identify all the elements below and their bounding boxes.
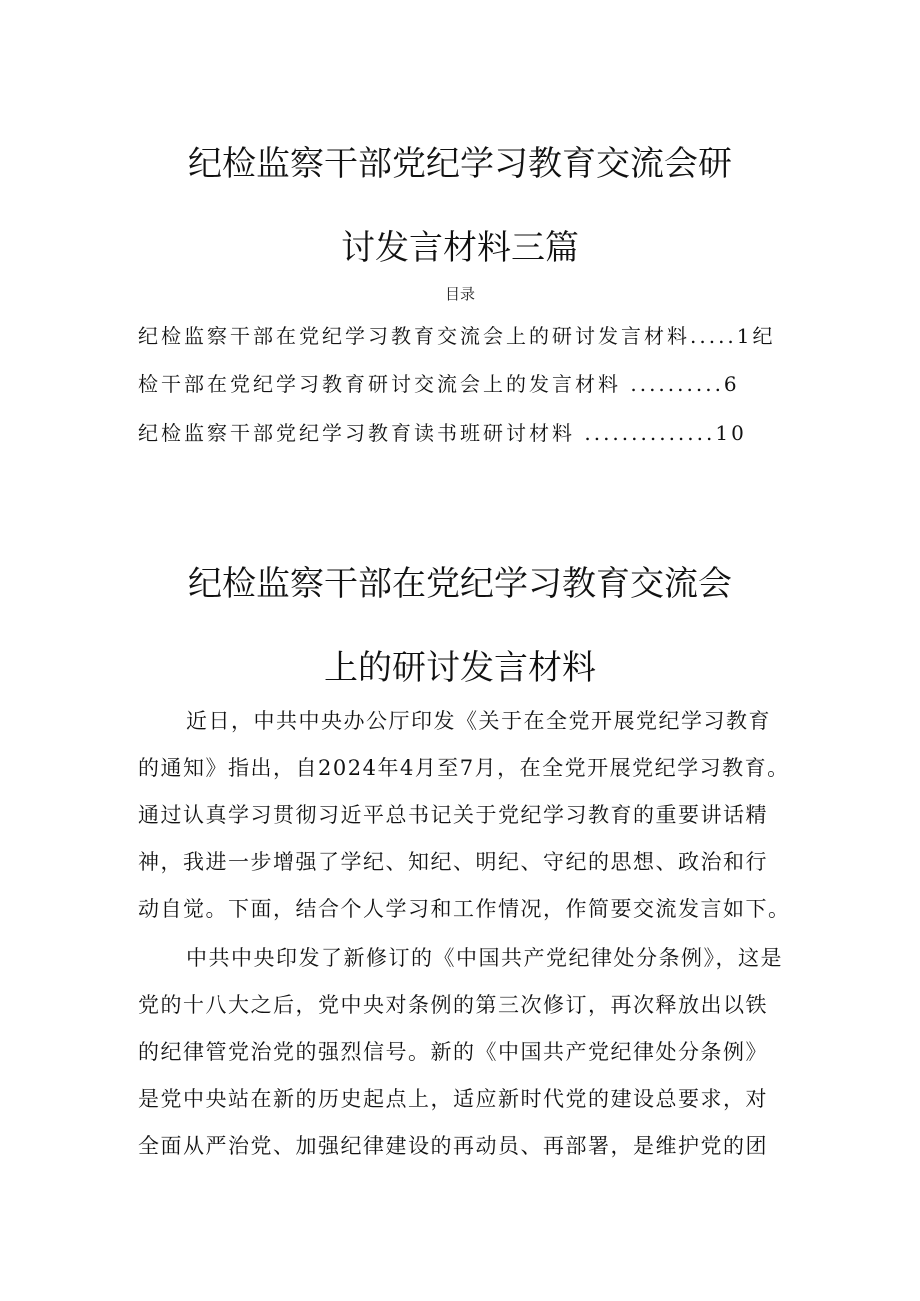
article-title-line-2: 上的研讨发言材料: [324, 648, 596, 688]
paragraph-line: 中共中央印发了新修订的《中国共产党纪律处分条例》，这是: [186, 946, 783, 970]
paragraph-line: 近日，中共中央办公厅印发《关于在全党开展党纪学习教育: [186, 709, 771, 733]
toc-entry: 纪检监察干部党纪学习教育读书班研讨材料 ..............10: [138, 421, 747, 445]
document-title-line-1: 纪检监察干部党纪学习教育交流会研: [188, 144, 732, 184]
toc-entry: 纪检监察干部在党纪学习教育交流会上的研讨发言材料.....1纪: [138, 324, 776, 348]
paragraph-line: 全面从严治党、加强纪律建设的再动员、再部署，是维护党的团: [138, 1134, 768, 1158]
paragraph-line: 的通知》指出，自2024年4月至7月，在全党开展党纪学习教育。: [138, 756, 790, 780]
toc-heading: 目录: [444, 285, 475, 303]
paragraph-line: 通过认真学习贯彻习近平总书记关于党纪学习教育的重要讲话精: [138, 803, 768, 827]
paragraph-line: 是党中央站在新的历史起点上，适应新时代党的建设总要求，对: [138, 1087, 768, 1111]
article-title-line-1: 纪检监察干部在党纪学习教育交流会: [188, 564, 732, 604]
paragraph-line: 党的十八大之后，党中央对条例的第三次修订，再次释放出以铁: [138, 993, 768, 1017]
toc-entry: 检干部在党纪学习教育研讨交流会上的发言材料 ..........6: [138, 372, 740, 396]
paragraph-line: 神，我进一步增强了学纪、知纪、明纪、守纪的思想、政治和行: [138, 850, 768, 874]
paragraph-line: 动自觉。下面，结合个人学习和工作情况，作简要交流发言如下。: [138, 897, 791, 921]
document-title-line-2: 讨发言材料三篇: [341, 228, 579, 268]
paragraph-line: 的纪律管党治党的强烈信号。新的《中国共产党纪律处分条例》: [138, 1040, 768, 1064]
